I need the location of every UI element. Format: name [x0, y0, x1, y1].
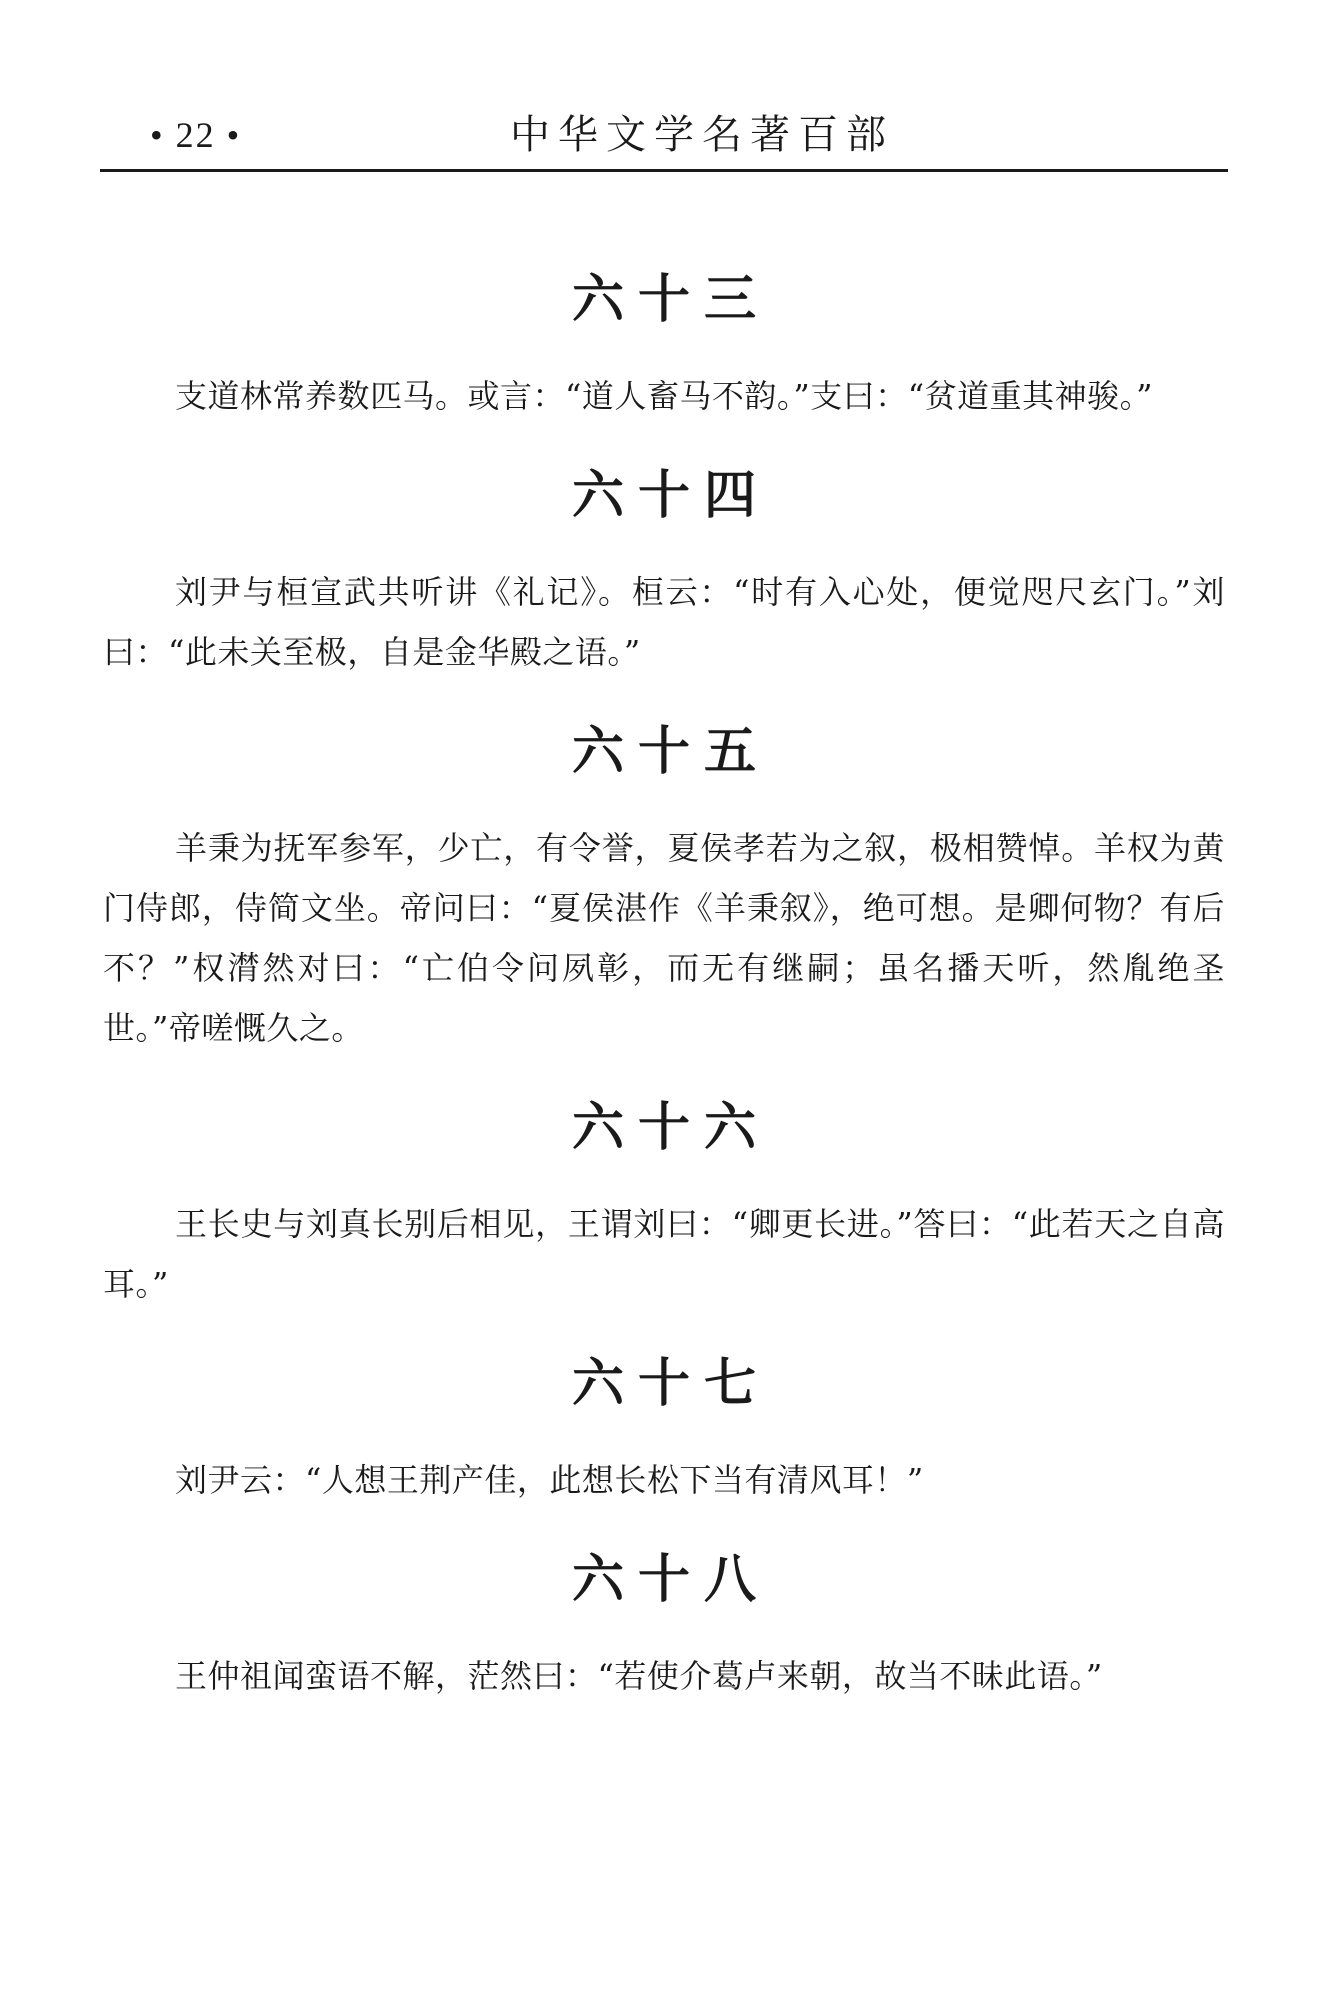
section-64: [103, 456, 1225, 682]
section-text: 王长史与刘真长别后相见，王谓刘曰：“卿更长进。”答曰：“此若天之自高耳。”: [103, 1205, 1225, 1303]
section-text: 刘尹与桓宣武共听讲《礼记》。桓云：“时有入心处，便觉咫尺玄门。”刘曰：“此未关至极，自是金华殿之语。”: [103, 573, 1225, 671]
section-text: 羊秉为抚军参军，少亡，有令誉，夏侯孝若为之叙，极相赞悼。羊权为黄门侍郎，侍简文坐。帝问曰：“夏侯湛作《羊秉叙》，绝可想。是卿何物？有后不？”权潸然对曰：“亡伯令问夙彰，而无有继嗣；虽名播天听，然胤绝圣世。”帝嗟慨久之。: [103, 829, 1225, 1047]
section-67: [103, 1344, 1225, 1510]
section-heading: 六十四: [571, 466, 770, 526]
section-heading: 六十三: [571, 270, 770, 330]
book-title: 中华文学名著百部: [510, 112, 894, 158]
page-header: [100, 105, 1228, 165]
section-66: [103, 1088, 1225, 1314]
section-heading: 六十七: [571, 1354, 770, 1414]
page-number: • 22 •: [150, 115, 242, 155]
section-heading: 六十五: [571, 722, 770, 782]
section-65: [103, 712, 1225, 1058]
section-text: 刘尹云：“人想王荆产佳，此想长松下当有清风耳！”: [175, 1461, 924, 1499]
header-rule: [100, 169, 1228, 172]
section-heading: 六十八: [571, 1550, 770, 1610]
section-text: 支道林常养数匹马。或言：“道人畜马不韵。”支曰：“贫道重其神骏。”: [175, 377, 1153, 415]
page-content: [103, 260, 1225, 1706]
section-text: 王仲祖闻蛮语不解，茫然曰：“若使介葛卢来朝，故当不昧此语。”: [175, 1657, 1103, 1695]
section-heading: 六十六: [571, 1098, 770, 1158]
section-68: [103, 1540, 1225, 1706]
section-63: [103, 260, 1225, 426]
